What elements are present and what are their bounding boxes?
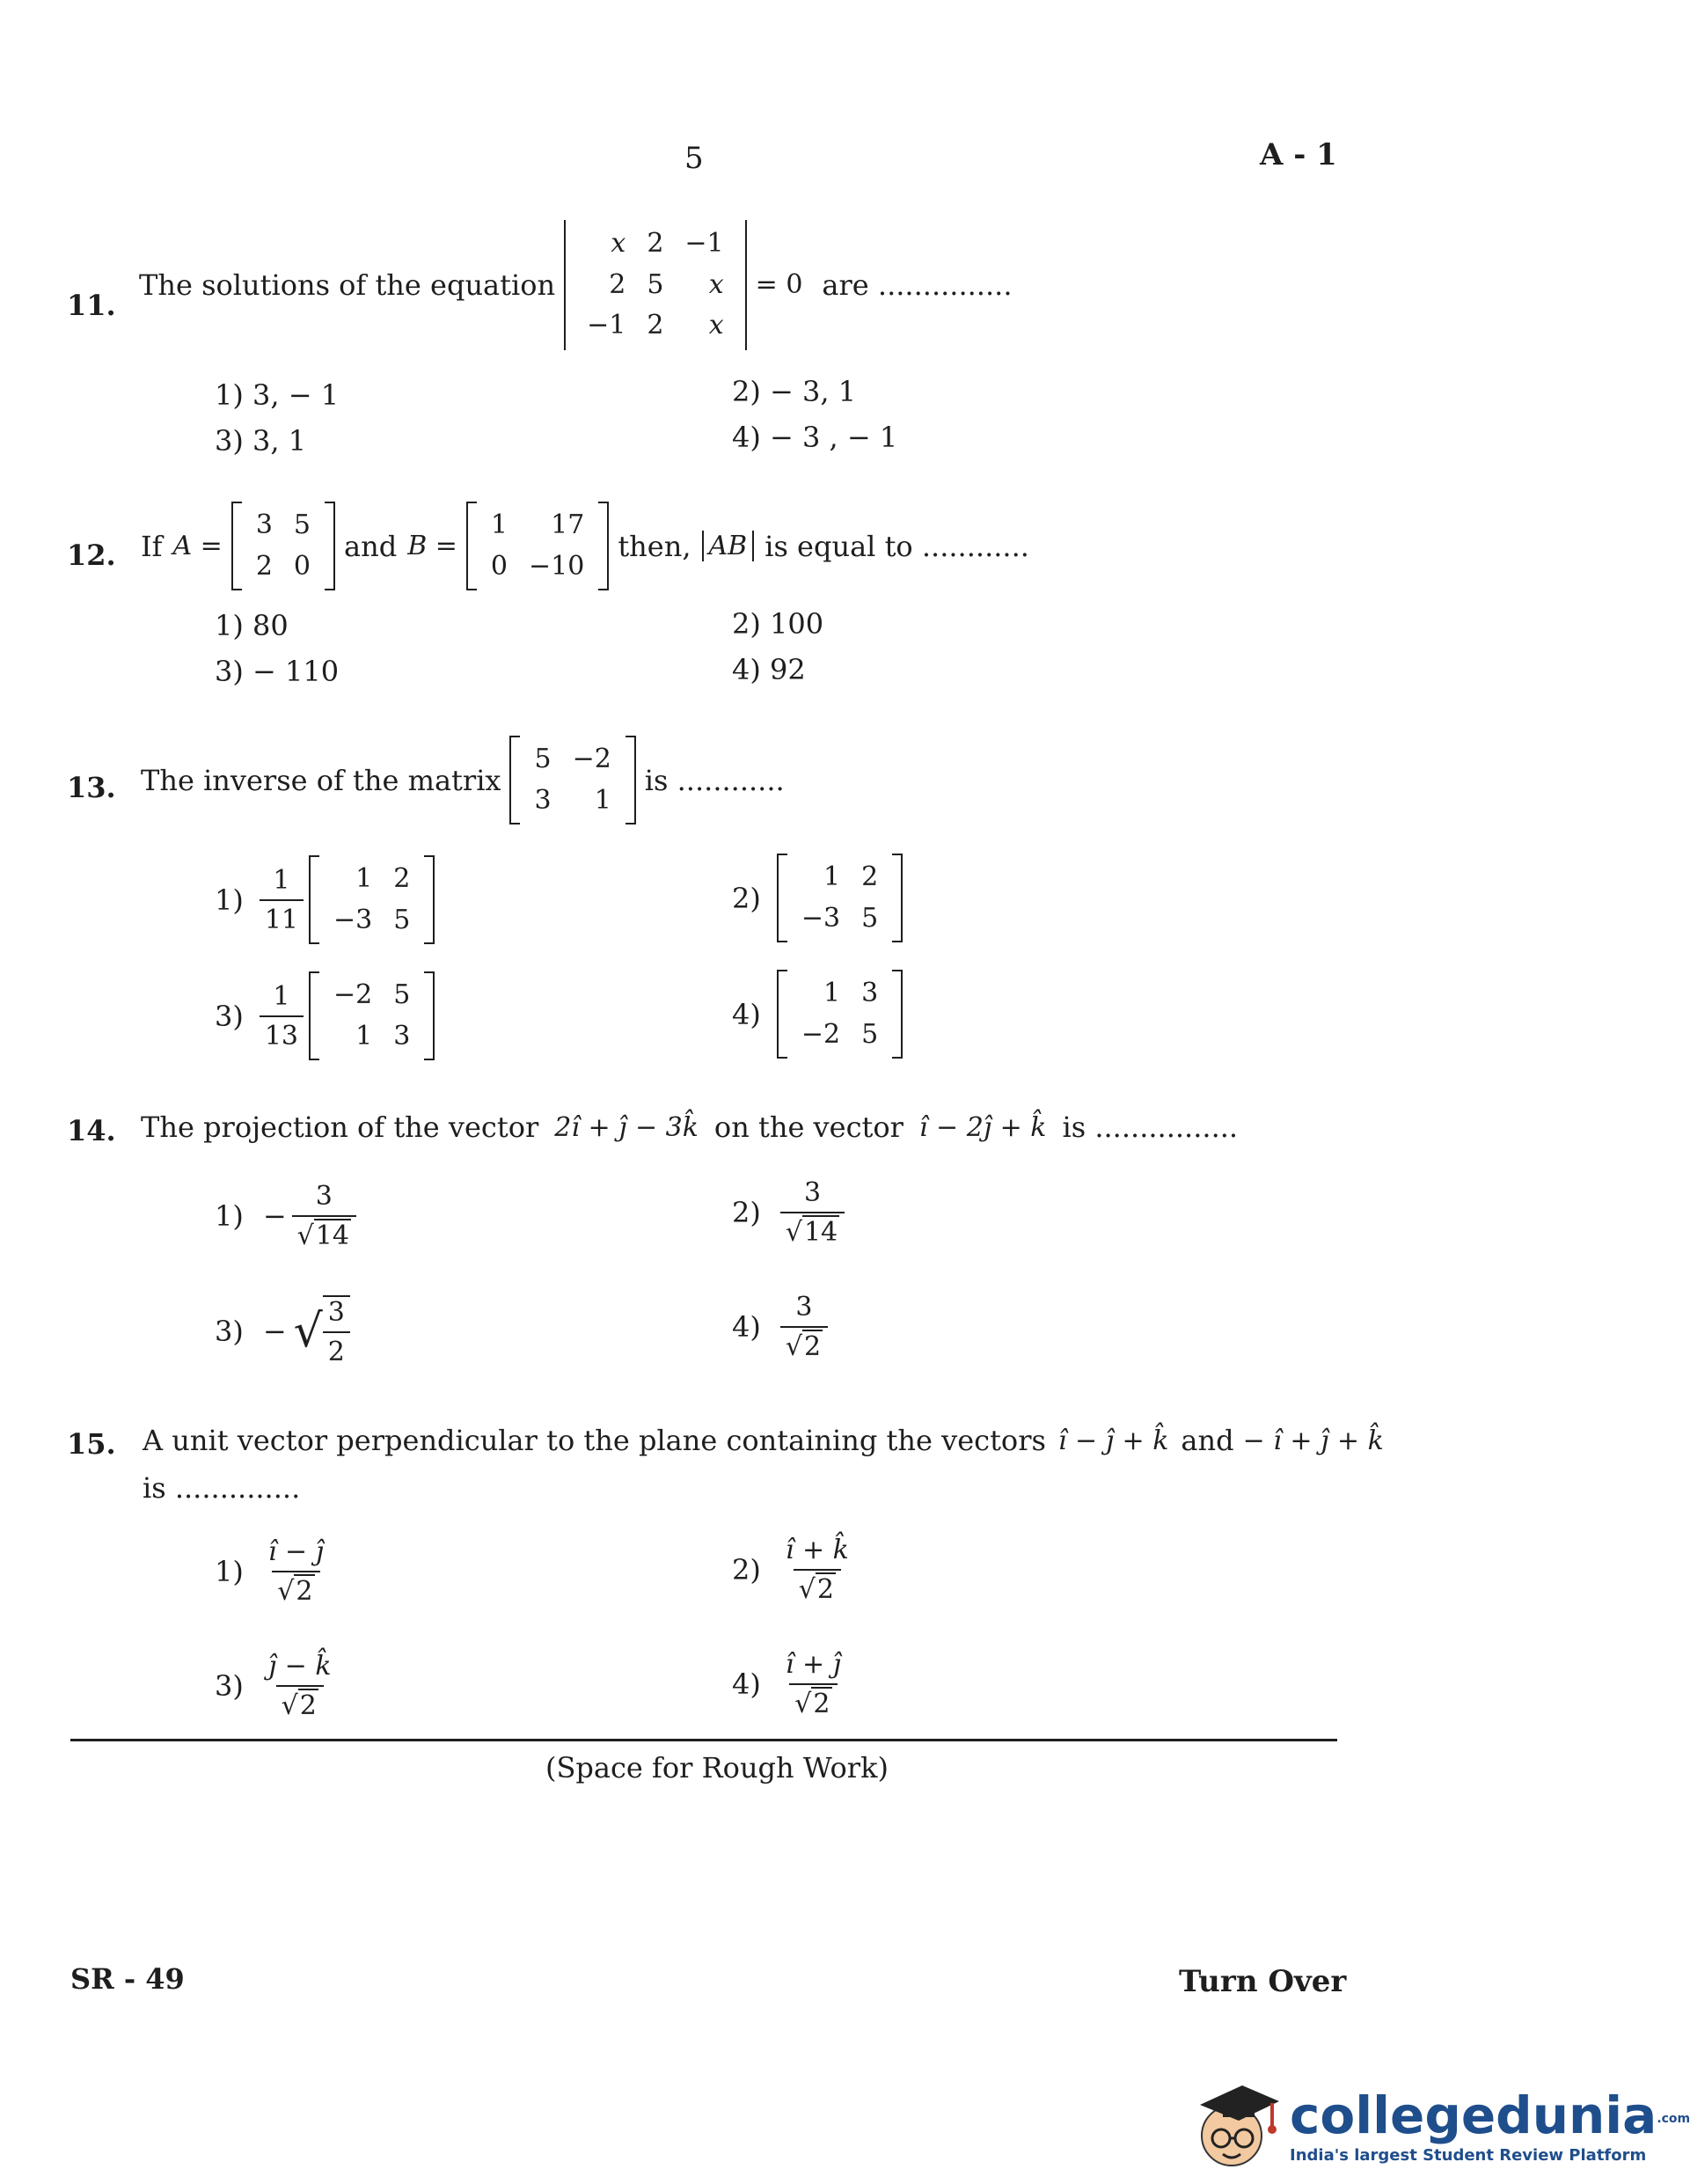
option-4: [732, 970, 903, 1059]
abs-ab: AB: [702, 531, 755, 561]
paper-code: A - 1: [1260, 137, 1337, 172]
matrix-cell: x: [708, 310, 724, 341]
matrix-cell: −2: [572, 744, 611, 774]
question-number: 11.: [67, 289, 116, 322]
matrix-cell: 5: [293, 509, 311, 540]
denominator: √14: [780, 1212, 845, 1248]
option-label: 2): [732, 881, 761, 915]
matrix-row: [523, 781, 621, 822]
question-number: 14.: [67, 1114, 116, 1147]
option-3: [215, 971, 435, 1060]
option-label: 1): [215, 1199, 244, 1233]
matrix: [509, 736, 635, 824]
and-word: and: [344, 529, 398, 563]
option-label: 3): [215, 1669, 244, 1703]
matrix-b-label: B =: [407, 531, 457, 561]
matrix-a: [231, 502, 335, 590]
numerator: 3: [803, 1177, 822, 1208]
equals-zero: = 0: [755, 269, 803, 301]
matrix-row: [791, 1015, 889, 1056]
option-4: [732, 1292, 833, 1362]
denominator: √2: [272, 1571, 319, 1607]
option-4: [732, 1649, 852, 1719]
matrix-cell: 1: [490, 509, 508, 540]
matrix-row: [245, 505, 321, 546]
option-2: [732, 854, 903, 942]
matrix-cell: 5: [393, 979, 411, 1010]
matrix-row: [480, 505, 595, 546]
fraction: [263, 1536, 329, 1607]
mid-text: on the vector: [713, 1110, 904, 1144]
matrix-cell: −3: [801, 902, 841, 934]
turn-over: Turn Over: [1179, 1964, 1347, 1999]
matrix-cell: −2: [333, 979, 373, 1010]
option-matrix: [777, 970, 903, 1059]
question-11-stem: [139, 220, 1012, 350]
matrix-row: [576, 224, 735, 265]
numerator: î + ĵ: [785, 1649, 841, 1680]
question-15-stem: [143, 1424, 1393, 1457]
matrix-row: [480, 546, 595, 588]
radicand: 2: [803, 1331, 822, 1362]
question-12-stem: [141, 502, 1029, 590]
fraction: [780, 1292, 828, 1362]
matrix-cell: 17: [551, 509, 585, 540]
option-1: 1) 3, − 1: [215, 378, 340, 412]
matrix-cell: 2: [647, 228, 664, 259]
collegedunia-logo: [1188, 2070, 1690, 2184]
question-13-stem: [141, 736, 785, 824]
question-number: 12.: [67, 539, 116, 572]
denominator: √2: [780, 1326, 828, 1362]
coef-num: 1: [273, 980, 290, 1012]
matrix-cell: 1: [823, 978, 841, 1008]
fraction: [323, 1295, 350, 1367]
option-label: 1): [215, 883, 244, 917]
matrix-cell: 1: [594, 784, 611, 816]
vector-2: î − 2ĵ + k̂: [918, 1111, 1047, 1143]
and-word: and: [1181, 1424, 1234, 1457]
then-word: then,: [618, 529, 691, 563]
option-3: 3) 3, 1: [215, 424, 307, 458]
determinant: [562, 220, 749, 350]
option-2: 2) 100: [732, 607, 824, 641]
matrix-cell: 2: [861, 861, 879, 892]
matrix-cell: −10: [529, 550, 585, 582]
option-matrix: [777, 854, 903, 942]
matrix-cell: 3: [393, 1020, 411, 1052]
numerator: î − ĵ: [267, 1536, 324, 1567]
root-sign: √: [293, 1305, 323, 1358]
matrix-cell: 1: [823, 861, 841, 892]
vector-1: 2î + ĵ − 3k̂: [554, 1111, 699, 1143]
coefficient: [260, 865, 304, 935]
question-number: 13.: [67, 771, 116, 804]
matrix-cell: 0: [293, 550, 311, 582]
matrix-cell: 5: [861, 1018, 879, 1050]
coefficient: [260, 981, 304, 1052]
numerator: ĵ − k̂: [267, 1651, 332, 1682]
option-label: 4): [732, 997, 761, 1031]
matrix-row: [576, 305, 735, 347]
page-number: 5: [684, 141, 704, 176]
question-text: A unit vector perpendicular to the plane containing the vectors: [143, 1424, 1046, 1457]
rough-work-label: (Space for Rough Work): [545, 1751, 889, 1785]
separator-line: [70, 1739, 1337, 1741]
radicand: 2: [296, 1576, 313, 1607]
fraction: [780, 1177, 845, 1248]
matrix-cell: x: [611, 228, 626, 259]
matrix-cell: 5: [861, 902, 879, 934]
matrix-cell: 1: [355, 1020, 373, 1052]
footer-code: SR - 49: [70, 1962, 185, 1996]
matrix-row: [323, 975, 421, 1016]
radicand: 14: [315, 1220, 349, 1251]
question-14-stem: [141, 1110, 1238, 1144]
sign: −: [262, 1199, 287, 1233]
question-tail: is ................: [1062, 1110, 1239, 1144]
matrix-cell: 5: [647, 268, 664, 300]
if-word: If: [141, 529, 163, 563]
radicand: 2: [813, 1689, 830, 1719]
option-1: [215, 1181, 362, 1251]
brand-name: collegedunia: [1290, 2085, 1657, 2145]
option-2: [732, 1177, 850, 1248]
question-tail: is ..............: [143, 1471, 301, 1505]
matrix-cell: 2: [255, 550, 273, 582]
question-number: 15.: [67, 1427, 116, 1461]
matrix-cell: 5: [534, 744, 552, 774]
brand-tagline: India's largest Student Review Platform: [1290, 2145, 1647, 2165]
fraction: [780, 1649, 846, 1719]
vector-1: î − ĵ + k̂: [1057, 1425, 1169, 1456]
matrix-cell: 2: [647, 310, 664, 341]
vector-2: − î + ĵ + k̂: [1242, 1425, 1384, 1456]
matrix-cell: 2: [609, 268, 626, 300]
matrix-b: [466, 502, 609, 590]
question-text: The solutions of the equation: [139, 268, 556, 302]
option-label: 4): [732, 1310, 761, 1344]
matrix-cell: 0: [490, 550, 508, 582]
option-1: [215, 855, 435, 944]
option-4: 4) 92: [732, 653, 806, 686]
question-tail: are ...............: [822, 268, 1013, 302]
radicand: 2: [299, 1690, 317, 1721]
sign: −: [262, 1315, 287, 1348]
option-3: [215, 1651, 342, 1721]
matrix-cell: −1: [684, 228, 724, 259]
question-tail: is ............: [644, 763, 785, 797]
radicand: 14: [803, 1217, 838, 1248]
matrix-cell: 1: [355, 863, 373, 894]
matrix-row: [791, 898, 889, 940]
denominator: 2: [323, 1331, 350, 1367]
matrix-cell: 2: [393, 863, 411, 894]
option-label: 4): [732, 1667, 761, 1701]
option-3: [215, 1295, 355, 1367]
radicand: 2: [816, 1574, 834, 1605]
option-4: 4) − 3 , − 1: [732, 421, 898, 454]
option-label: 2): [732, 1553, 761, 1587]
question-tail: is equal to ............: [765, 529, 1029, 563]
matrix-cell: x: [708, 268, 724, 300]
numerator: 3: [327, 1297, 345, 1328]
coef-den: 13: [260, 1015, 304, 1052]
coef-num: 1: [273, 864, 290, 896]
matrix-row: [323, 900, 421, 942]
matrix-row: [323, 859, 421, 900]
matrix-cell: −2: [801, 1018, 841, 1050]
option-2: 2) − 3, 1: [732, 375, 857, 408]
matrix-row: [245, 546, 321, 588]
fraction: [780, 1535, 854, 1605]
matrix-cell: −3: [333, 904, 373, 935]
option-matrix: [309, 971, 435, 1060]
matrix-row: [576, 265, 735, 306]
matrix-row: [791, 973, 889, 1015]
mascot-icon: [1188, 2070, 1284, 2184]
matrix-a-label: A =: [172, 531, 223, 561]
question-text: The inverse of the matrix: [141, 763, 501, 797]
matrix-cell: 3: [534, 784, 552, 816]
numerator: î + k̂: [785, 1535, 849, 1565]
numerator: 3: [795, 1292, 813, 1323]
matrix-cell: 5: [393, 904, 411, 935]
denominator: √14: [292, 1215, 356, 1251]
brand-suffix: .com: [1657, 2111, 1690, 2126]
matrix-row: [523, 739, 621, 781]
denominator: √2: [276, 1685, 324, 1721]
option-label: 3): [215, 1315, 244, 1348]
numerator: 3: [315, 1181, 333, 1212]
denominator: √2: [789, 1683, 837, 1719]
matrix-cell: −1: [587, 310, 626, 341]
option-2: [732, 1535, 860, 1605]
fraction: [292, 1181, 356, 1251]
matrix-row: [791, 857, 889, 898]
option-1: 1) 80: [215, 609, 289, 642]
option-label: 1): [215, 1555, 244, 1588]
option-matrix: [309, 855, 435, 944]
option-1: [215, 1536, 334, 1607]
fraction: [263, 1651, 337, 1721]
denominator: √2: [794, 1569, 841, 1605]
matrix-cell: 3: [861, 978, 879, 1008]
question-text: The projection of the vector: [141, 1110, 539, 1144]
option-3: 3) − 110: [215, 655, 340, 688]
matrix-cell: 3: [255, 509, 273, 540]
option-label: 3): [215, 999, 244, 1033]
coef-den: 11: [260, 899, 304, 935]
matrix-row: [323, 1016, 421, 1058]
option-label: 2): [732, 1196, 761, 1229]
